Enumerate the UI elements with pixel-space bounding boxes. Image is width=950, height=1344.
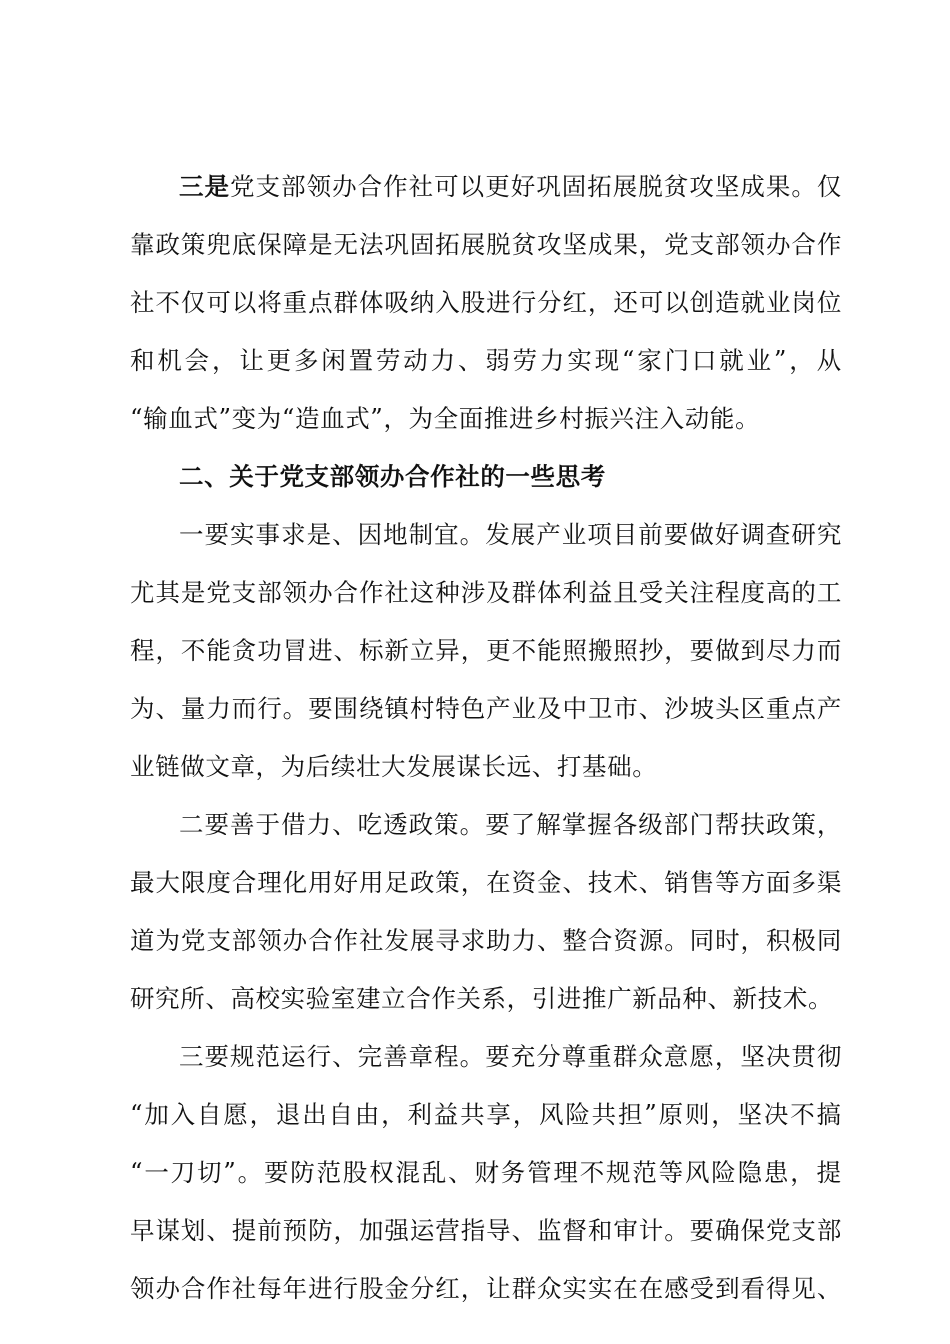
text-line: 业 链 做 文 章 ， 为 后 续 壮 大 发 展 谋 长 远 、 打 基 础 。 bbox=[130, 751, 658, 781]
text-line: “ 加 入 自 愿 ， 退 出 自 由 ， 利 益 共 享 ， 风 险 共 担 ” 原 则 ， 坚 决 不 搞 bbox=[130, 1098, 842, 1129]
text-line: 一 要 实 事 求 是 、 因 地 制 宜 。 发 展 产 业 项 目 前 要 做 好 调 查 研 究 bbox=[179, 519, 842, 549]
text-line: 和 机 会 ， 让 更 多 闲 置 劳 动 力 、 弱 劳 力 实 现 “ 家 门 口 就 业 ” ， 从 bbox=[130, 344, 842, 375]
text-line: 程 ， 不 能 贪 功 冒 进 、 标 新 立 异 ， 更 不 能 照 搬 照 抄 ， 要 做 到 尽 力 而 bbox=[130, 635, 842, 665]
text-line: “ 输 血 式 ” 变 为 “ 造 血 式 ” ， 为 全 面 推 进 乡 村 振 兴 注 入 动 能 。 bbox=[130, 402, 761, 433]
text-line: 二 要 善 于 借 力 、 吃 透 政 策 。 要 了 解 掌 握 各 级 部 门 帮 扶 政 策 ， bbox=[179, 809, 842, 839]
document-body bbox=[130, 156, 842, 1316]
text-line: 早 谋 划 、 提 前 预 防 ， 加 强 运 营 指 导 、 监 督 和 审 计 。 要 确 保 党 支 部 bbox=[130, 1215, 842, 1245]
text-line: 领 办 合 作 社 每 年 进 行 股 金 分 红 ， 让 群 众 实 实 在 在 感 受 到 看 得 见 、 bbox=[130, 1273, 842, 1303]
text-line: 为 、 量 力 而 行 。 要 围 绕 镇 村 特 色 产 业 及 中 卫 市 、 沙 坡 头 区 重 点 产 bbox=[130, 693, 842, 723]
text-line: “ 一 刀 切 ” 。 要 防 范 股 权 混 乱 、 财 务 管 理 不 规 范 等 风 险 隐 患 ， 提 bbox=[130, 1156, 842, 1187]
text-line: 尤 其 是 党 支 部 领 办 合 作 社 这 种 涉 及 群 体 利 益 且 受 关 注 程 度 高 的 工 bbox=[130, 577, 842, 607]
text-line: 最 大 限 度 合 理 化 用 好 用 足 政 策 ， 在 资 金 、 技 术 、 销 售 等 方 面 多 渠 bbox=[130, 867, 842, 897]
text-line: 社 不 仅 可 以 将 重 点 群 体 吸 纳 入 股 进 行 分 红 ， 还 可 以 创 造 就 业 岗 位 bbox=[130, 287, 842, 317]
text-line: 三 要 规 范 运 行 、 完 善 章 程 。 要 充 分 尊 重 群 众 意 愿 ， 坚 决 贯 彻 bbox=[179, 1041, 842, 1071]
text-line: 三 是 党 支 部 领 办 合 作 社 可 以 更 好 巩 固 拓 展 脱 贫 攻 坚 成 果 。 仅 bbox=[179, 171, 842, 201]
text-line: 道 为 党 支 部 领 办 合 作 社 发 展 寻 求 助 力 、 整 合 资 源 。 同 时 ， 积 极 同 bbox=[130, 925, 842, 955]
section-heading: 二 、 关 于 党 支 部 领 办 合 作 社 的 一 些 思 考 bbox=[179, 461, 606, 491]
text-line: 研 究 所 、 高 校 实 验 室 建 立 合 作 关 系 ， 引 进 推 广 新 品 种 、 新 技 术 。 bbox=[130, 983, 834, 1013]
text-line: 靠 政 策 兜 底 保 障 是 无 法 巩 固 拓 展 脱 贫 攻 坚 成 果 ， 党 支 部 领 办 合 作 bbox=[130, 229, 842, 259]
